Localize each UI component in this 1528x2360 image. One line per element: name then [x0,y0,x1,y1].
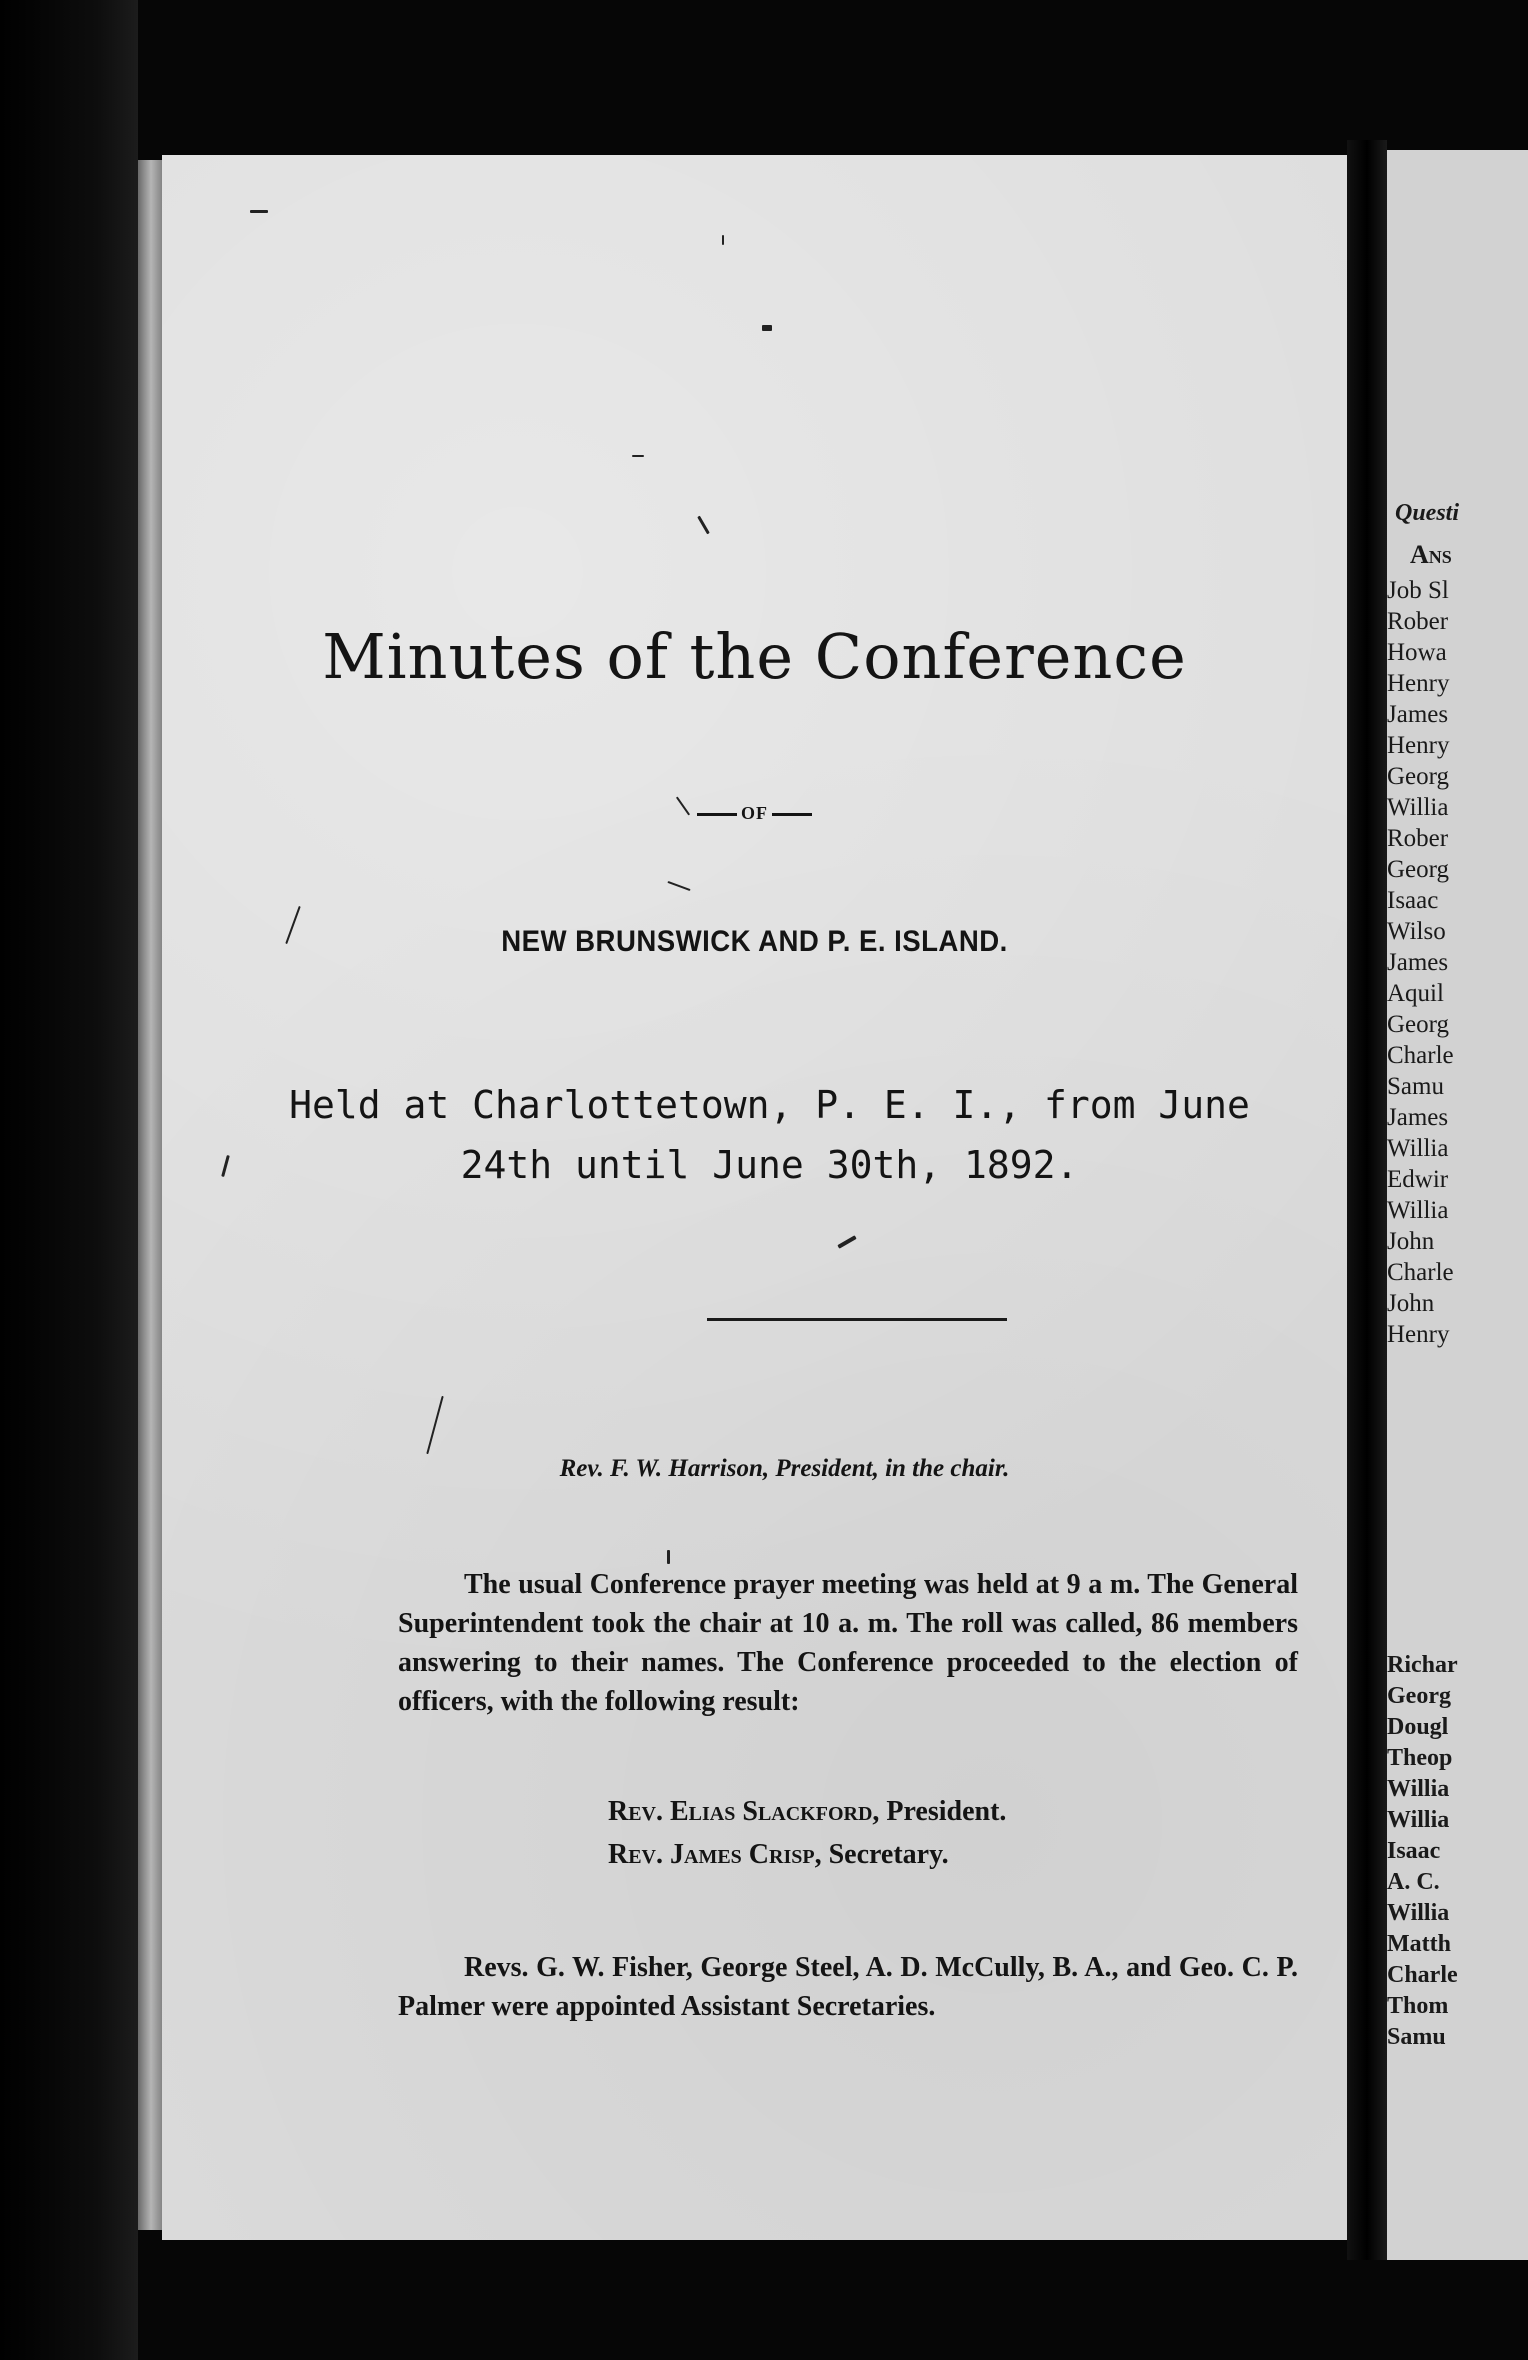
document-title: Minutes of the Conference [322,620,1187,693]
facing-page-name: Georg [1387,763,1450,790]
opening-paragraph: The usual Conference prayer meeting was held at 9 a m. The General Superintendent took the chair at 10 a. m. The roll was called, 86 members answering to their names. The Conference proceeded to the election of officers, with the following result: [398,1569,1298,1717]
officer-secretary-role: Secretary. [828,1839,949,1870]
facing-page-names-lower [1387,1650,1528,2053]
scan-speck [667,1550,670,1564]
facing-page-name: James [1387,701,1449,728]
facing-page-name: Willia [1387,794,1449,821]
facing-page-name: Willia [1387,1135,1449,1162]
book-gutter [1347,140,1387,2260]
officer-president-role: President. [886,1796,1007,1827]
scan-background-left [0,0,138,2360]
scan-speck [697,516,710,535]
facing-page-name: Isaac [1387,1838,1441,1864]
facing-page-name: Charle [1387,1042,1454,1069]
scan-speck [632,455,644,457]
facing-page-name: Rober [1387,608,1449,635]
held-statement [162,1075,1347,1195]
held-line-2: 24th until June 30th, 1892. [460,1143,1079,1187]
facing-page-name: Wilso [1387,918,1446,945]
facing-page-name: Henry [1387,670,1450,697]
facing-page-question-label: Questi [1395,500,1460,526]
facing-page-name: Howa [1387,639,1447,666]
scan-speck [426,1396,443,1454]
facing-page-name: Dougl [1387,1714,1449,1740]
facing-page-name: Thom [1387,1993,1449,2019]
page-edge [138,160,164,2230]
facing-page-name: Rober [1387,825,1449,852]
facing-page-name: Charle [1387,1962,1458,1988]
facing-page-name: Henry [1387,732,1450,759]
chair-line: Rev. F. W. Harrison, President, in the chair. [559,1455,1010,1482]
of-label: OF [741,803,768,823]
facing-page-name: Georg [1387,1683,1451,1709]
facing-page-name: Willia [1387,1776,1450,1802]
officer-president-name: Rev. Elias Slackford, [608,1796,880,1827]
document-subtitle: NEW BRUNSWICK AND P. E. ISLAND. [501,925,1008,958]
facing-page-answer-label: Ans [1410,540,1452,569]
facing-page-name: Samu [1387,2024,1446,2050]
facing-page-name: Richar [1387,1652,1458,1678]
of-divider [162,803,1347,824]
facing-page-name: Edwir [1387,1166,1449,1193]
officer-secretary-name: Rev. James Crisp, [608,1839,822,1870]
held-line-1: Held at Charlottetown, P. E. I., from June [289,1083,1250,1127]
horizontal-rule [707,1318,1007,1321]
facing-page-name: Willia [1387,1900,1450,1926]
facing-page-name: Henry [1387,1321,1450,1348]
facing-page-name: Aquil [1387,980,1444,1007]
facing-page-name: Willia [1387,1197,1449,1224]
assistant-secretaries-paragraph: Revs. G. W. Fisher, George Steel, A. D. McCully, B. A., and Geo. C. P. Palmer were appointed Assistant Secretaries. [398,1952,1298,2022]
divider-dash-right [772,813,812,816]
facing-page-name: Theop [1387,1745,1453,1771]
scan-speck [762,325,772,331]
divider-dash-left [697,813,737,816]
scan-speck [722,235,724,245]
document-page [162,155,1347,2240]
scan-speck [667,881,690,891]
facing-page-name: Charle [1387,1259,1454,1286]
facing-page-name: Matth [1387,1931,1451,1957]
facing-page-name: James [1387,949,1449,976]
facing-page-name: John [1387,1228,1435,1255]
page-content [162,155,1347,2240]
facing-page-name: James [1387,1104,1449,1131]
facing-page-name: Georg [1387,1011,1450,1038]
facing-page-name: Isaac [1387,887,1439,914]
officer-president [608,1792,1006,1832]
facing-page-name: Samu [1387,1073,1444,1100]
facing-page-name: A. C. [1387,1869,1440,1895]
facing-page-name: Georg [1387,856,1450,883]
facing-page-names-upper [1387,575,1528,1350]
scan-speck [837,1235,856,1248]
facing-page-name: Job Sl [1387,577,1449,604]
facing-page-name: John [1387,1290,1435,1317]
scan-speck [250,210,268,213]
officer-secretary [608,1835,949,1875]
facing-page-name: Willia [1387,1807,1450,1833]
